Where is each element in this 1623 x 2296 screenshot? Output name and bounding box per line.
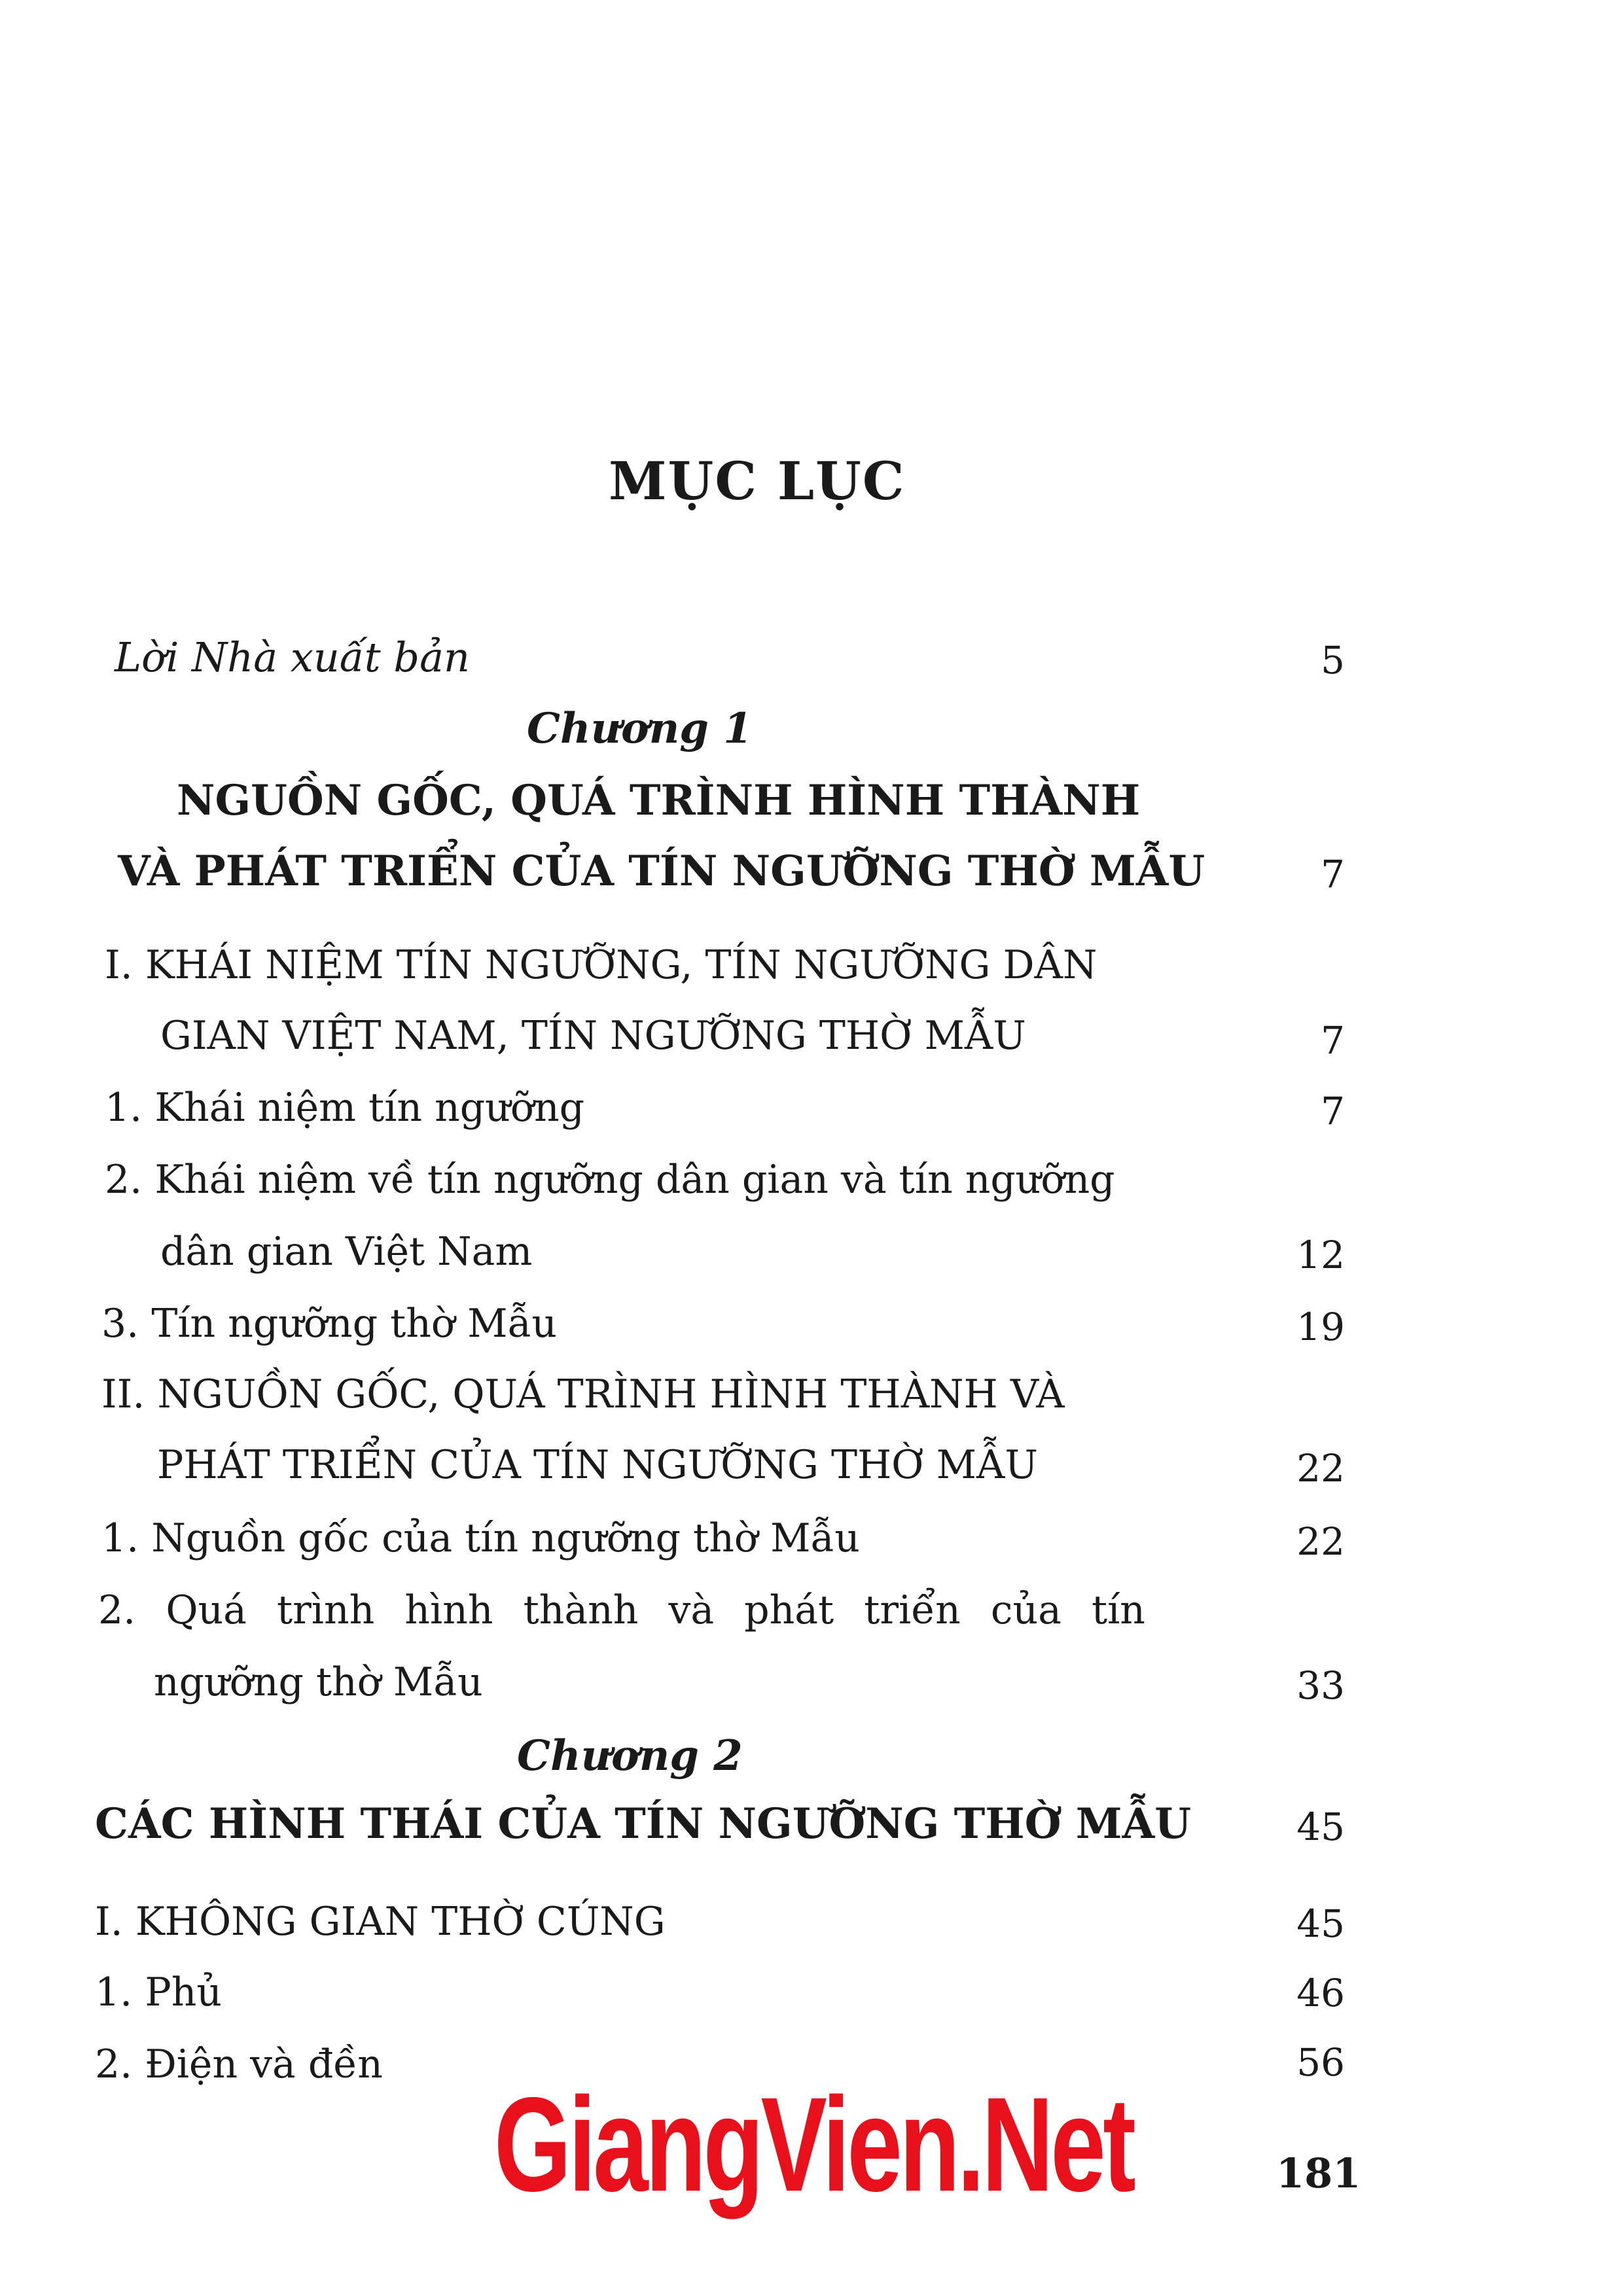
word: Quá (166, 1587, 247, 1633)
page-title: MỤC LỤC (609, 450, 906, 512)
chapter-title-line: VÀ PHÁT TRIỂN CỦA TÍN NGƯỠNG THỜ MẪU (118, 847, 1205, 896)
toc-page-number: 5 (1321, 638, 1345, 682)
toc-entry: 2. Điện và đền (95, 2041, 383, 2087)
toc-page-number: 7 (1321, 1089, 1345, 1133)
chapter-title-line: CÁC HÌNH THÁI CỦA TÍN NGƯỠNG THỜ MẪU (95, 1799, 1192, 1848)
toc-entry-continued: ngưỡng thờ Mẫu (154, 1659, 483, 1705)
toc-page-number: 33 (1296, 1663, 1345, 1708)
toc-page-number: 12 (1296, 1233, 1345, 1277)
word: phát (744, 1587, 834, 1633)
watermark-logo: GiangVien.Net (494, 2070, 1133, 2219)
toc-entry-justified (98, 1587, 1145, 1633)
toc-section-heading: PHÁT TRIỂN CỦA TÍN NGƯỠNG THỜ MẪU (157, 1442, 1038, 1488)
toc-section-heading: GIAN VIỆT NAM, TÍN NGƯỠNG THỜ MẪU (160, 1013, 1026, 1059)
word: trình (277, 1587, 375, 1633)
toc-page-number: 7 (1321, 1018, 1345, 1063)
toc-entry-continued: dân gian Việt Nam (160, 1229, 533, 1275)
toc-page-number: 56 (1296, 2040, 1345, 2085)
toc-page-number: 7 (1321, 852, 1345, 896)
chapter-label: Chương 1 (527, 704, 753, 753)
word: triển (864, 1587, 961, 1633)
toc-entry: 3. Tín ngưỡng thờ Mẫu (101, 1301, 557, 1347)
word: của (990, 1587, 1061, 1633)
toc-page-number: 22 (1296, 1446, 1345, 1491)
toc-page-number: 45 (1296, 1805, 1345, 1849)
toc-entry: 2. Khái niệm về tín ngưỡng dân gian và tín ngưỡng (105, 1157, 1115, 1203)
toc-page-number: 19 (1296, 1305, 1345, 1349)
word: và (668, 1587, 715, 1633)
toc-section-heading: I. KHÁI NIỆM TÍN NGƯỠNG, TÍN NGƯỠNG DÂN (105, 942, 1097, 988)
toc-entry: 1. Khái niệm tín ngưỡng (105, 1085, 585, 1131)
chapter-title-line: NGUỒN GỐC, QUÁ TRÌNH HÌNH THÀNH (177, 776, 1141, 825)
word: thành (523, 1587, 639, 1633)
page-folio: 181 (1276, 2149, 1361, 2197)
toc-page-number: 45 (1296, 1901, 1345, 1946)
toc-entry: 1. Nguồn gốc của tín ngưỡng thờ Mẫu (101, 1515, 860, 1561)
toc-page-number: 46 (1296, 1971, 1345, 2015)
toc-entry: 1. Phủ (95, 1969, 222, 2015)
chapter-label: Chương 2 (517, 1731, 743, 1780)
word: 2. (98, 1587, 136, 1633)
toc-section-heading: II. NGUỒN GỐC, QUÁ TRÌNH HÌNH THÀNH VÀ (101, 1371, 1065, 1417)
toc-page-number: 22 (1296, 1519, 1345, 1564)
toc-entry-preface: Lời Nhà xuất bản (115, 633, 470, 681)
word: hình (404, 1587, 493, 1633)
toc-section-heading: I. KHÔNG GIAN THỜ CÚNG (95, 1899, 666, 1945)
word: tín (1091, 1587, 1145, 1633)
